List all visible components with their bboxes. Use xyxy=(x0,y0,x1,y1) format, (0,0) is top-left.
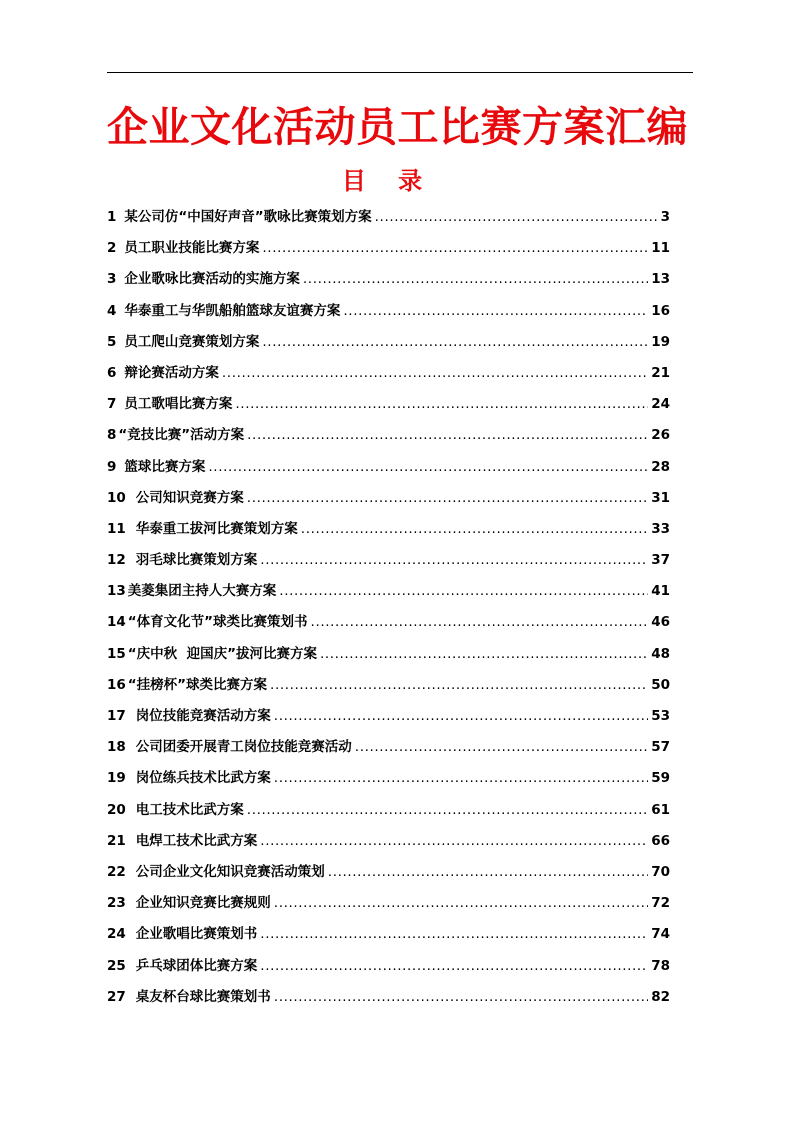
toc-dot-leader xyxy=(247,795,648,826)
toc-dot-leader xyxy=(279,576,648,607)
toc-entry-number: 7 xyxy=(107,396,117,413)
toc-entry-title: 公司团委开展青工岗位技能竞赛活动 xyxy=(135,739,352,756)
toc-dot-leader xyxy=(274,982,648,1013)
toc-entry[interactable] xyxy=(107,202,670,233)
toc-entry-page: 48 xyxy=(651,645,670,662)
toc-entry-page: 11 xyxy=(651,240,670,257)
toc-entry[interactable] xyxy=(107,483,670,514)
toc-entry-page: 16 xyxy=(651,302,670,319)
toc-entry-page: 70 xyxy=(651,863,670,880)
toc-entry[interactable] xyxy=(107,826,670,857)
toc-dot-leader xyxy=(328,857,648,888)
toc-entry-title: 桌友杯台球比赛策划书 xyxy=(135,988,271,1005)
toc-entry-number: 25 xyxy=(107,957,126,974)
toc-dot-leader xyxy=(343,296,648,327)
toc-entry-title: 篮球比赛方案 xyxy=(124,458,206,475)
toc-dot-leader xyxy=(235,389,648,420)
toc-entry-title: 电工技术比武方案 xyxy=(135,801,244,818)
toc-entry[interactable] xyxy=(107,639,670,670)
toc-entry-page: 31 xyxy=(651,489,670,506)
toc-dot-leader xyxy=(320,639,648,670)
document-title: 企业文化活动员工比赛方案汇编 xyxy=(107,103,688,151)
toc-entry-page: 24 xyxy=(651,396,670,413)
toc-dot-leader xyxy=(247,483,648,514)
toc-entry-page: 28 xyxy=(651,458,670,475)
toc-entry-page: 78 xyxy=(651,957,670,974)
toc-entry[interactable] xyxy=(107,264,670,295)
toc-dot-leader xyxy=(270,670,648,701)
toc-entry-title: “竞技比赛”活动方案 xyxy=(118,427,245,444)
toc-entry-number: 4 xyxy=(107,302,117,319)
toc-entry-title: 员工歌唱比赛方案 xyxy=(124,396,233,413)
toc-dot-leader xyxy=(260,951,648,982)
toc-entry-number: 14 xyxy=(107,614,126,631)
toc-dot-leader xyxy=(222,358,648,389)
toc-entry[interactable] xyxy=(107,670,670,701)
toc-entry[interactable] xyxy=(107,389,670,420)
toc-entry-page: 66 xyxy=(651,832,670,849)
toc-entry[interactable] xyxy=(107,951,670,982)
toc-entry-number: 13 xyxy=(107,583,126,600)
toc-entry-page: 74 xyxy=(651,926,670,943)
toc-entry[interactable] xyxy=(107,327,670,358)
toc-entry[interactable] xyxy=(107,358,670,389)
toc-entry-title: 华泰重工与华凯船舶篮球友谊赛方案 xyxy=(124,302,341,319)
toc-entry-number: 9 xyxy=(107,458,117,475)
toc-entry-title: 公司企业文化知识竞赛活动策划 xyxy=(135,863,325,880)
toc-entry[interactable] xyxy=(107,982,670,1013)
toc-entry[interactable] xyxy=(107,514,670,545)
toc-dot-leader xyxy=(208,452,648,483)
toc-entry-title: “庆中秋 迎国庆”拔河比赛方案 xyxy=(127,645,317,662)
toc-entry[interactable] xyxy=(107,763,670,794)
toc-entry-title: 某公司仿“中国好声音”歌咏比赛策划方案 xyxy=(124,209,372,225)
toc-entry-page: 3 xyxy=(660,209,670,225)
toc-entry-page: 26 xyxy=(651,427,670,444)
toc-entry-title: “体育文化节”球类比赛策划书 xyxy=(127,614,308,631)
toc-entry-number: 5 xyxy=(107,333,117,350)
toc-entry-page: 46 xyxy=(651,614,670,631)
toc-entry[interactable] xyxy=(107,452,670,483)
toc-entry-number: 24 xyxy=(107,926,126,943)
toc-entry-title: 企业歌唱比赛策划书 xyxy=(135,926,258,943)
header-rule xyxy=(107,72,693,73)
toc-entry-title: 岗位练兵技术比武方案 xyxy=(135,770,271,787)
toc-entry[interactable] xyxy=(107,732,670,763)
toc-entry-number: 23 xyxy=(107,895,126,912)
toc-entry-title: 员工职业技能比赛方案 xyxy=(124,240,260,257)
toc-entry-title: 企业歌咏比赛活动的实施方案 xyxy=(124,271,300,288)
toc-entry-page: 41 xyxy=(651,583,670,600)
toc-entry-number: 8 xyxy=(107,427,117,444)
toc-entry-title: 辩论赛活动方案 xyxy=(124,364,219,381)
toc-entry-number: 22 xyxy=(107,863,126,880)
toc-entry-page: 19 xyxy=(651,333,670,350)
toc-entry-title: 华泰重工拔河比赛策划方案 xyxy=(135,520,298,537)
toc-entry-number: 6 xyxy=(107,364,117,381)
toc-dot-leader xyxy=(311,607,649,638)
toc-dot-leader xyxy=(301,514,648,545)
toc-entry-page: 57 xyxy=(651,739,670,756)
toc-entry-title: 乒乓球团体比赛方案 xyxy=(135,957,258,974)
toc-entry-page: 33 xyxy=(651,520,670,537)
toc-entry-title: “挂榜杯”球类比赛方案 xyxy=(127,676,268,693)
toc-entry-title: 美菱集团主持人大赛方案 xyxy=(127,583,277,600)
toc-dot-leader xyxy=(262,233,648,264)
toc-entry-page: 21 xyxy=(651,364,670,381)
toc-entry-page: 13 xyxy=(651,271,670,288)
toc-entry-number: 12 xyxy=(107,552,126,569)
toc-dot-leader xyxy=(375,202,658,233)
toc-entry[interactable] xyxy=(107,607,670,638)
toc-entry[interactable] xyxy=(107,545,670,576)
toc-entry-number: 16 xyxy=(107,676,126,693)
toc-entry-title: 羽毛球比赛策划方案 xyxy=(135,552,258,569)
toc-entry[interactable] xyxy=(107,701,670,732)
toc-dot-leader xyxy=(274,763,648,794)
toc-entry-number: 20 xyxy=(107,801,126,818)
toc-entry-number: 21 xyxy=(107,832,126,849)
toc-entry-title: 电焊工技术比武方案 xyxy=(135,832,258,849)
toc-entry[interactable] xyxy=(107,795,670,826)
toc-entry-page: 61 xyxy=(651,801,670,818)
toc-dot-leader xyxy=(274,888,648,919)
toc-entry-page: 50 xyxy=(651,676,670,693)
toc-entry[interactable] xyxy=(107,296,670,327)
toc-entry-title: 公司知识竞赛方案 xyxy=(135,489,244,506)
toc-entry-page: 59 xyxy=(651,770,670,787)
toc-entry-number: 15 xyxy=(107,645,126,662)
toc-entry[interactable] xyxy=(107,919,670,950)
table-of-contents xyxy=(107,202,670,1013)
toc-entry-title: 岗位技能竞赛活动方案 xyxy=(135,708,271,724)
toc-entry-number: 11 xyxy=(107,520,126,537)
toc-heading: 目 录 xyxy=(341,167,435,195)
toc-entry[interactable] xyxy=(107,888,670,919)
toc-entry-number: 3 xyxy=(107,271,117,288)
toc-entry-title: 员工爬山竞赛策划方案 xyxy=(124,333,260,350)
toc-dot-leader xyxy=(262,327,648,358)
toc-dot-leader xyxy=(355,732,648,763)
toc-entry-page: 53 xyxy=(651,708,670,724)
toc-entry-number: 27 xyxy=(107,988,126,1005)
toc-entry-number: 10 xyxy=(107,489,126,506)
toc-entry-number: 17 xyxy=(107,708,126,724)
toc-dot-leader xyxy=(260,919,648,950)
toc-dot-leader xyxy=(260,826,648,857)
toc-dot-leader xyxy=(303,264,648,295)
toc-dot-leader xyxy=(247,420,648,451)
toc-entry[interactable] xyxy=(107,233,670,264)
toc-entry-title: 企业知识竞赛比赛规则 xyxy=(135,895,271,912)
toc-entry-number: 19 xyxy=(107,770,126,787)
toc-dot-leader xyxy=(274,701,648,732)
toc-entry-page: 72 xyxy=(651,895,670,912)
toc-entry-number: 18 xyxy=(107,739,126,756)
toc-entry[interactable] xyxy=(107,576,670,607)
toc-entry-page: 82 xyxy=(651,988,670,1005)
toc-entry-number: 2 xyxy=(107,240,117,257)
toc-entry-number: 1 xyxy=(107,209,117,225)
toc-entry-page: 37 xyxy=(651,552,670,569)
toc-entry[interactable] xyxy=(107,420,670,451)
toc-entry[interactable] xyxy=(107,857,670,888)
toc-dot-leader xyxy=(260,545,648,576)
